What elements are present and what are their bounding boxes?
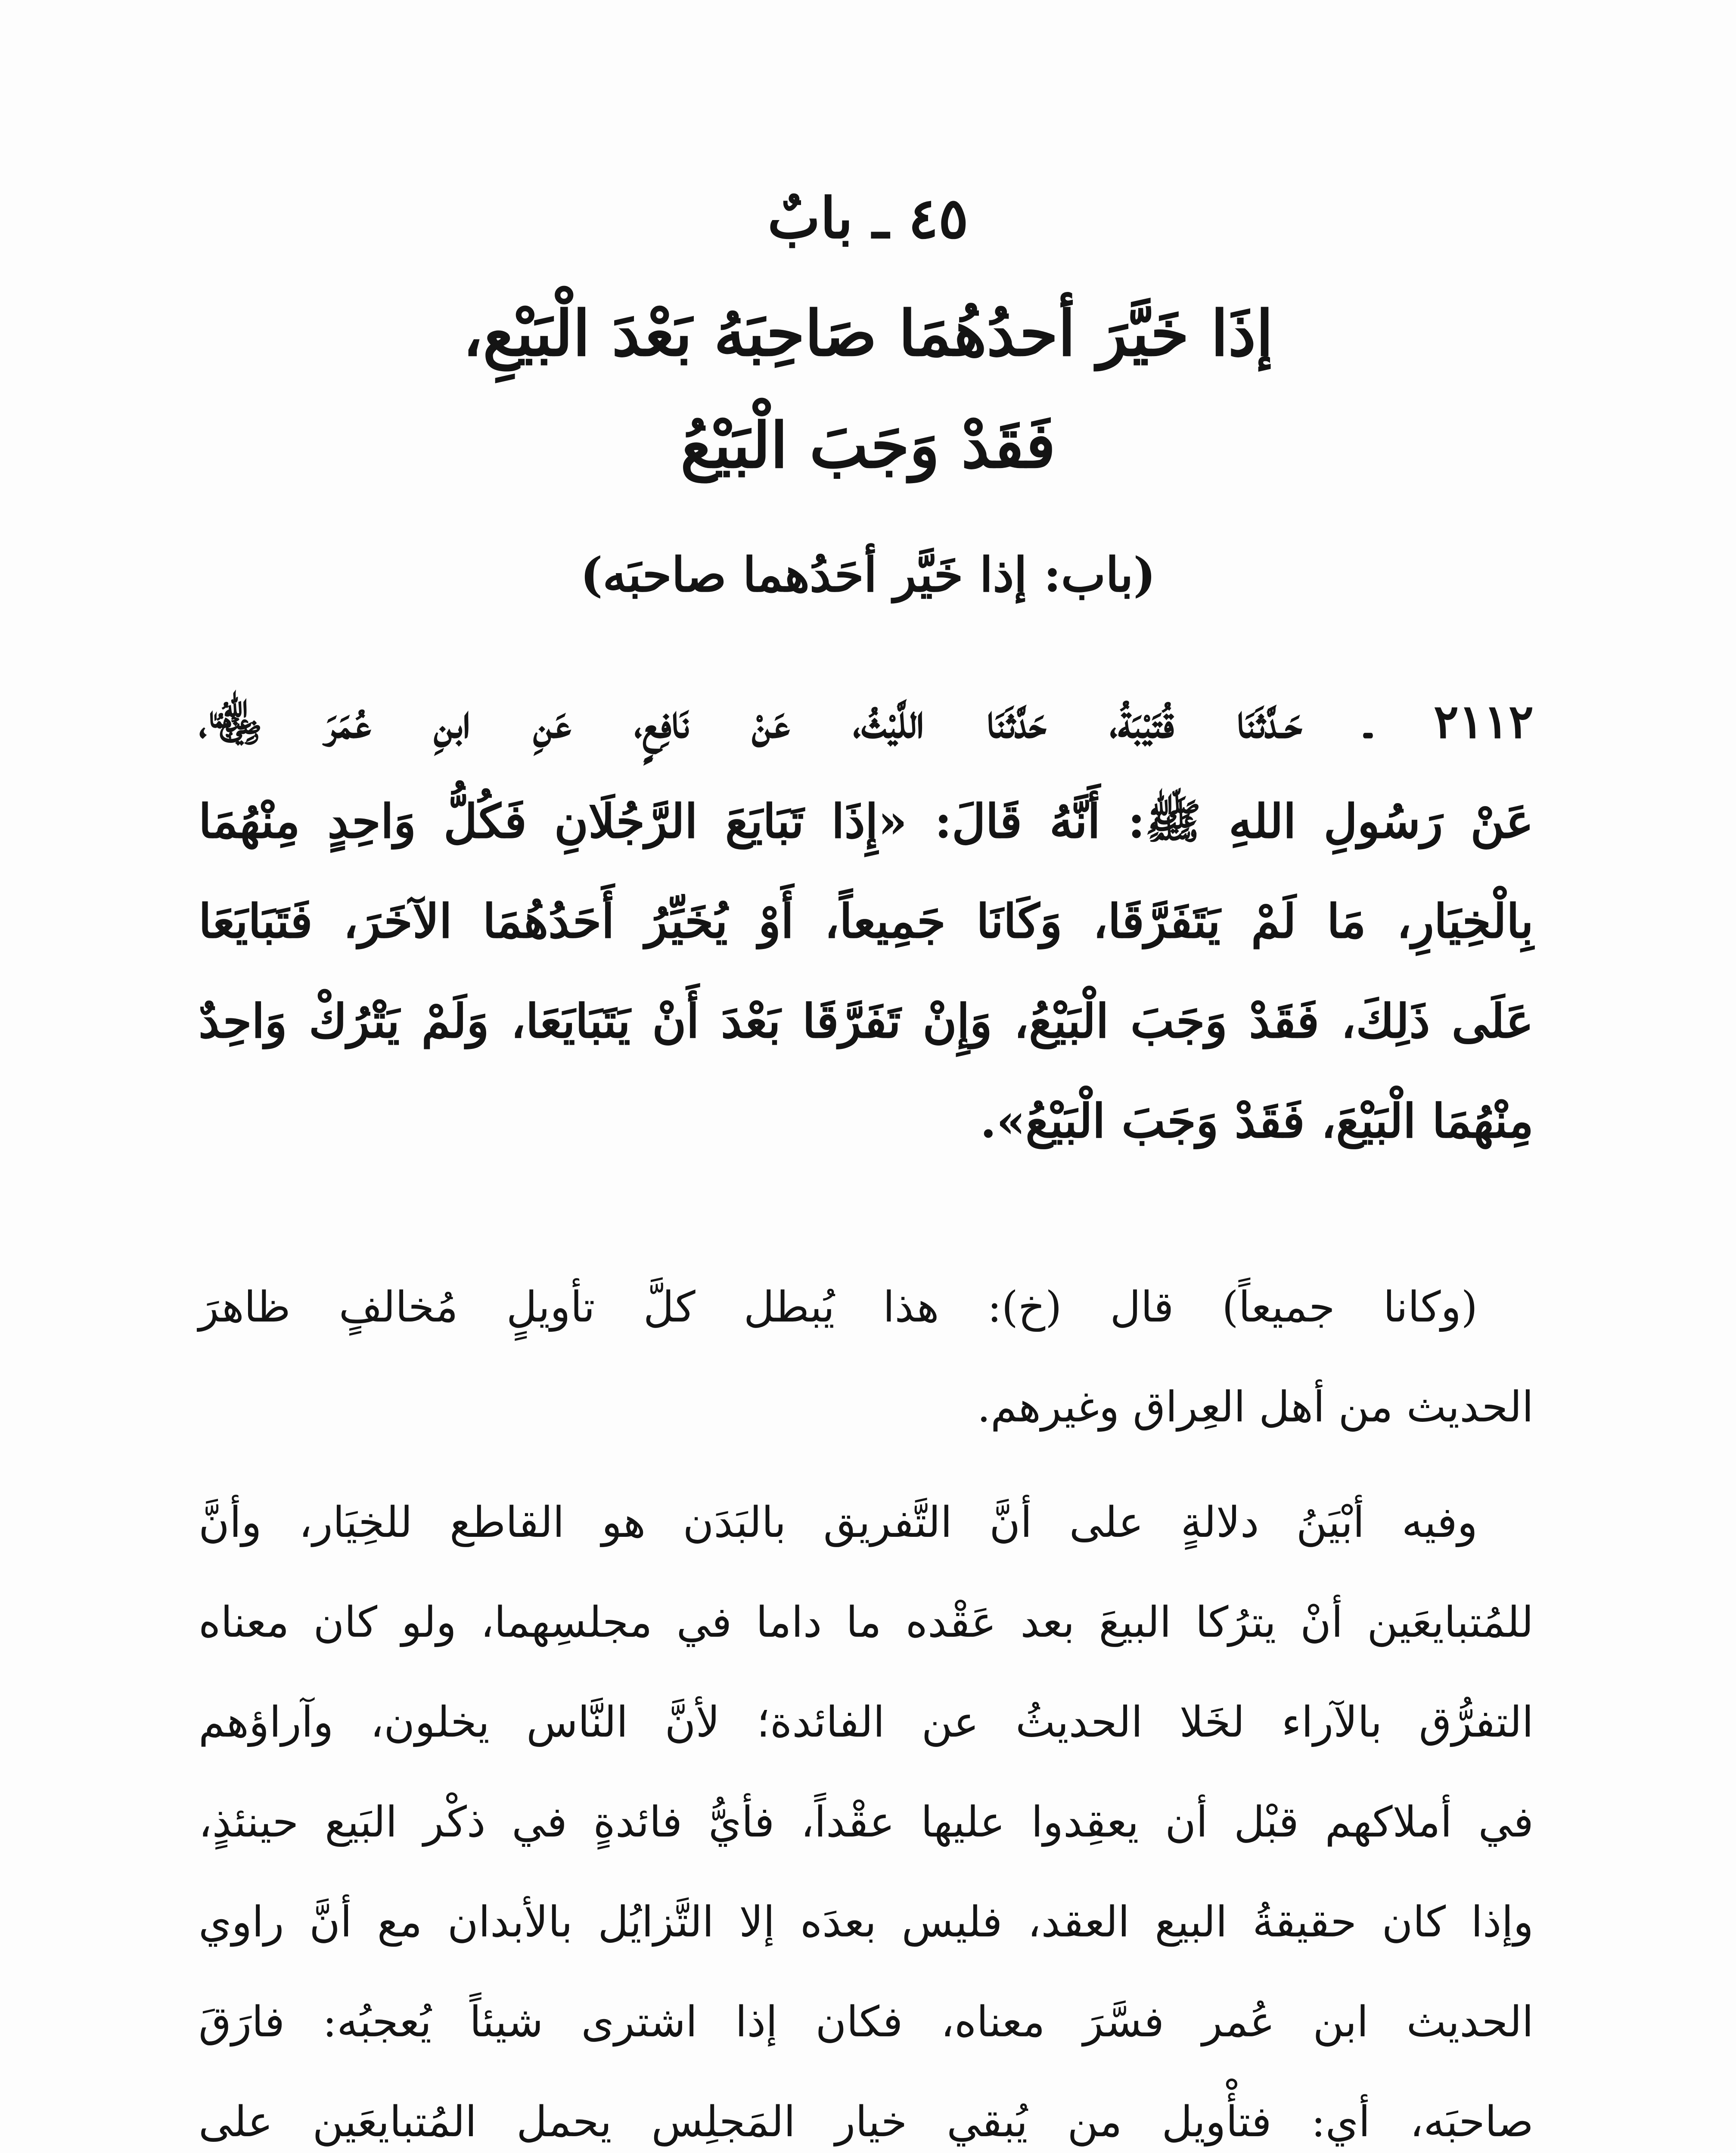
hadith-text xyxy=(199,672,1534,1171)
hadith-line: ٢١١٢ ـ حَـدَّثَنَا قُتَيْبَةُ، حَدَّثَنَا اللَّيْثُ، عَنْ نَافِعٍ، عَنِ ابنِ عُمَرَ ﵄، xyxy=(199,695,1534,749)
commentary-line: الحديث ابن عُمر فسَّرَ معناه، فكان إذا اشترى شيئاً يُعجبُه: فارَقَ xyxy=(199,1998,1534,2047)
hadith-line: عَلَى ذَلِكَ، فَقَدْ وَجَبَ الْبَيْعُ، وَإِنْ تَفَرَّقَا بَعْدَ أَنْ يَتَبَايَعَا، وَلَمْ يَتْرُكْ وَاحِدٌ xyxy=(199,994,1534,1049)
commentary-line: في أملاكهم قبْل أن يعقِدوا عليها عقْداً، فأيُّ فائدةٍ في ذكْر البَيع حينئذٍ، xyxy=(199,1798,1534,1847)
chapter-title-line-2: فَقَدْ وَجَبَ الْبَيْعُ xyxy=(680,409,1056,482)
commentary-line: للمُتبايعَين أنْ يترُكا البيعَ بعد عَقْده ما داما في مجلسِهما، ولو كان معناه xyxy=(199,1598,1534,1647)
commentary-paragraph-1 xyxy=(199,1257,1534,1457)
hadith-line: مِنْهُمَا الْبَيْعَ، فَقَدْ وَجَبَ الْبَيْعُ». xyxy=(980,1094,1534,1148)
commentary-paragraph-2 xyxy=(199,1473,1534,2153)
commentary-line: التفرُّق بالآراء لخَلا الحديثُ عن الفائدة؛ لأنَّ النَّاس يخلون، وآراؤهم xyxy=(199,1698,1534,1747)
bab-subtitle: (باب: إذا خَيَّر أحَدُهما صاحبَه) xyxy=(580,547,1156,602)
commentary-line: الحديث من أهل العِراق وغيرهم. xyxy=(977,1383,1534,1432)
chapter-number: ٤٥ ـ بابٌ xyxy=(767,185,969,251)
chapter-title-line-1: إذَا خَيَّرَ أحدُهُمَا صَاحِبَهُ بَعْدَ الْبَيْعِ، xyxy=(463,297,1273,370)
commentary-line: وفيه أبْيَنُ دلالةٍ على أنَّ التَّفريق بالبَدَن هو القاطع للخِيَار، وأنَّ xyxy=(199,1498,1478,1547)
commentary-line: صاحبَه، أي: فتأْويل من يُبقي خيار المَجلِس يحمل المُتبايعَين على xyxy=(199,2097,1534,2147)
hadith-line: عَنْ رَسُولِ اللهِ ﷺ: أَنَّهُ قَالَ: «إِذَا تَبَايَعَ الرَّجُلَانِ فَكُلُّ وَاحِدٍ مِنْهُمَا xyxy=(199,794,1534,849)
commentary-line: (وكانا جميعاً) قال (خ): هذا يُبطل كلَّ تأويلٍ مُخالفٍ ظاهرَ xyxy=(199,1283,1478,1332)
hadith-line: بِالْخِيَارِ، مَا لَمْ يَتَفَرَّقَا، وَكَانَا جَمِيعاً، أَوْ يُخَيِّرُ أَحَدُهُمَا الآخَرَ، فَتَبَايَعَا xyxy=(199,894,1534,949)
commentary-line: وإذا كان حقيقةُ البيع العقد، فليس بعدَه إلا التَّزايُل بالأبدان مع أنَّ راوي xyxy=(199,1898,1534,1947)
